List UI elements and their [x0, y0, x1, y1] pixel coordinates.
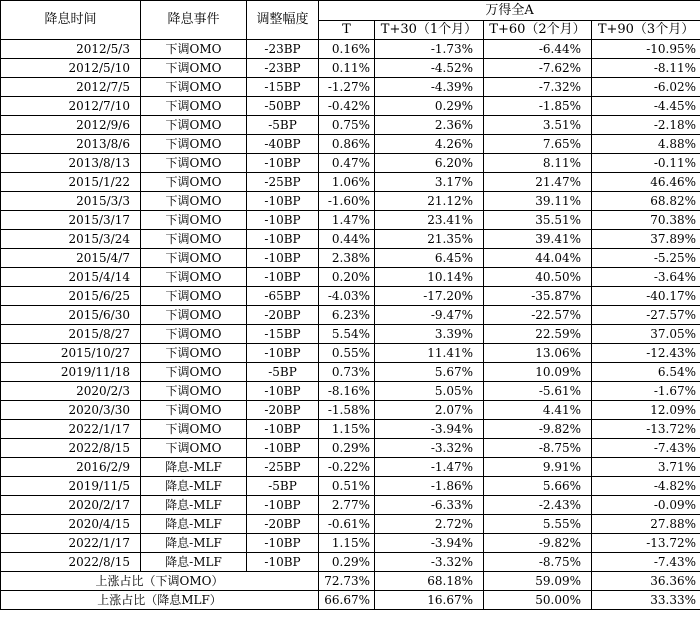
t90-cell: -13.72%	[592, 534, 700, 553]
t-cell: -0.61%	[319, 515, 375, 534]
event-cell: 降息-MLF	[141, 534, 247, 553]
date-cell: 2012/7/5	[1, 78, 141, 97]
magnitude-cell: -10BP	[247, 154, 319, 173]
date-cell: 2012/7/10	[1, 97, 141, 116]
date-cell: 2020/4/15	[1, 515, 141, 534]
t90-cell: 70.38%	[592, 211, 700, 230]
magnitude-cell: -15BP	[247, 325, 319, 344]
header-t60: T+60（2个月）	[484, 21, 592, 40]
event-cell: 下调OMO	[141, 59, 247, 78]
t60-cell: 39.11%	[484, 192, 592, 211]
event-cell: 下调OMO	[141, 211, 247, 230]
t90-cell: 37.89%	[592, 230, 700, 249]
magnitude-cell: -20BP	[247, 515, 319, 534]
summary-label: 上涨占比（下调OMO）	[1, 572, 319, 591]
table-row	[1, 401, 700, 420]
summary-value: 59.09%	[484, 572, 592, 591]
t-cell: 0.29%	[319, 553, 375, 572]
t60-cell: 3.51%	[484, 116, 592, 135]
t-cell: 0.75%	[319, 116, 375, 135]
t90-cell: 37.05%	[592, 325, 700, 344]
table-row	[1, 40, 700, 59]
t90-cell: -40.17%	[592, 287, 700, 306]
magnitude-cell: -25BP	[247, 173, 319, 192]
t-cell: 2.38%	[319, 249, 375, 268]
t30-cell: 21.12%	[375, 192, 484, 211]
date-cell: 2015/3/24	[1, 230, 141, 249]
date-cell: 2020/2/17	[1, 496, 141, 515]
t-cell: 1.15%	[319, 534, 375, 553]
table-row	[1, 97, 700, 116]
t30-cell: -4.52%	[375, 59, 484, 78]
t-cell: 0.20%	[319, 268, 375, 287]
t90-cell: -13.72%	[592, 420, 700, 439]
table-row	[1, 135, 700, 154]
event-cell: 下调OMO	[141, 306, 247, 325]
event-cell: 降息-MLF	[141, 496, 247, 515]
t90-cell: -0.11%	[592, 154, 700, 173]
header-row-1	[1, 1, 700, 21]
header-magnitude: 调整幅度	[247, 1, 319, 40]
t90-cell: -10.95%	[592, 40, 700, 59]
t60-cell: -9.82%	[484, 420, 592, 439]
table-row	[1, 496, 700, 515]
event-cell: 下调OMO	[141, 154, 247, 173]
date-cell: 2022/8/15	[1, 553, 141, 572]
t-cell: 0.44%	[319, 230, 375, 249]
t90-cell: -12.43%	[592, 344, 700, 363]
t90-cell: -4.82%	[592, 477, 700, 496]
t60-cell: -1.85%	[484, 97, 592, 116]
event-cell: 下调OMO	[141, 382, 247, 401]
t90-cell: 46.46%	[592, 173, 700, 192]
magnitude-cell: -10BP	[247, 268, 319, 287]
summary-value: 72.73%	[319, 572, 375, 591]
event-cell: 下调OMO	[141, 401, 247, 420]
t60-cell: 13.06%	[484, 344, 592, 363]
date-cell: 2015/1/22	[1, 173, 141, 192]
magnitude-cell: -15BP	[247, 78, 319, 97]
event-cell: 下调OMO	[141, 268, 247, 287]
table-row	[1, 344, 700, 363]
magnitude-cell: -10BP	[247, 420, 319, 439]
t30-cell: 2.07%	[375, 401, 484, 420]
magnitude-cell: -23BP	[247, 59, 319, 78]
event-cell: 下调OMO	[141, 230, 247, 249]
event-cell: 降息-MLF	[141, 553, 247, 572]
t60-cell: 35.51%	[484, 211, 592, 230]
t-cell: -4.03%	[319, 287, 375, 306]
date-cell: 2015/3/17	[1, 211, 141, 230]
summary-value: 66.67%	[319, 591, 375, 610]
t90-cell: -3.64%	[592, 268, 700, 287]
event-cell: 下调OMO	[141, 249, 247, 268]
t60-cell: -8.75%	[484, 553, 592, 572]
t60-cell: -7.62%	[484, 59, 592, 78]
header-t: T	[319, 21, 375, 40]
magnitude-cell: -10BP	[247, 344, 319, 363]
t30-cell: -1.47%	[375, 458, 484, 477]
t60-cell: -5.61%	[484, 382, 592, 401]
magnitude-cell: -5BP	[247, 363, 319, 382]
table-row	[1, 477, 700, 496]
t30-cell: -1.73%	[375, 40, 484, 59]
t30-cell: 21.35%	[375, 230, 484, 249]
date-cell: 2016/2/9	[1, 458, 141, 477]
t30-cell: 23.41%	[375, 211, 484, 230]
magnitude-cell: -50BP	[247, 97, 319, 116]
t-cell: 0.47%	[319, 154, 375, 173]
t90-cell: -8.11%	[592, 59, 700, 78]
header-event: 降息事件	[141, 1, 247, 40]
date-cell: 2022/1/17	[1, 420, 141, 439]
t30-cell: -3.32%	[375, 553, 484, 572]
t90-cell: 68.82%	[592, 192, 700, 211]
date-cell: 2015/4/7	[1, 249, 141, 268]
table-row	[1, 268, 700, 287]
t60-cell: 7.65%	[484, 135, 592, 154]
event-cell: 下调OMO	[141, 40, 247, 59]
t90-cell: -4.45%	[592, 97, 700, 116]
t-cell: 1.15%	[319, 420, 375, 439]
table-row	[1, 534, 700, 553]
t90-cell: 6.54%	[592, 363, 700, 382]
table-row	[1, 553, 700, 572]
magnitude-cell: -5BP	[247, 116, 319, 135]
t30-cell: 5.05%	[375, 382, 484, 401]
table-row	[1, 287, 700, 306]
t30-cell: 0.29%	[375, 97, 484, 116]
event-cell: 下调OMO	[141, 439, 247, 458]
t60-cell: 10.09%	[484, 363, 592, 382]
event-cell: 下调OMO	[141, 173, 247, 192]
t60-cell: 21.47%	[484, 173, 592, 192]
t60-cell: 22.59%	[484, 325, 592, 344]
event-cell: 降息-MLF	[141, 477, 247, 496]
table-row	[1, 173, 700, 192]
magnitude-cell: -10BP	[247, 534, 319, 553]
t-cell: 0.73%	[319, 363, 375, 382]
t90-cell: 4.88%	[592, 135, 700, 154]
t30-cell: 5.67%	[375, 363, 484, 382]
t30-cell: -9.47%	[375, 306, 484, 325]
t30-cell: -17.20%	[375, 287, 484, 306]
t60-cell: 44.04%	[484, 249, 592, 268]
event-cell: 降息-MLF	[141, 515, 247, 534]
t60-cell: -35.87%	[484, 287, 592, 306]
t30-cell: -3.94%	[375, 420, 484, 439]
table-row	[1, 116, 700, 135]
t60-cell: 39.41%	[484, 230, 592, 249]
magnitude-cell: -20BP	[247, 401, 319, 420]
table-row	[1, 515, 700, 534]
table-row	[1, 306, 700, 325]
t-cell: -1.27%	[319, 78, 375, 97]
date-cell: 2020/3/30	[1, 401, 141, 420]
summary-value: 50.00%	[484, 591, 592, 610]
t30-cell: 3.39%	[375, 325, 484, 344]
date-cell: 2019/11/5	[1, 477, 141, 496]
date-cell: 2015/3/3	[1, 192, 141, 211]
date-cell: 2015/6/25	[1, 287, 141, 306]
event-cell: 下调OMO	[141, 420, 247, 439]
date-cell: 2020/2/3	[1, 382, 141, 401]
t30-cell: -3.32%	[375, 439, 484, 458]
date-cell: 2015/8/27	[1, 325, 141, 344]
magnitude-cell: -10BP	[247, 496, 319, 515]
event-cell: 下调OMO	[141, 192, 247, 211]
t-cell: 1.47%	[319, 211, 375, 230]
summary-value: 68.18%	[375, 572, 484, 591]
event-cell: 下调OMO	[141, 325, 247, 344]
magnitude-cell: -10BP	[247, 382, 319, 401]
date-cell: 2015/4/14	[1, 268, 141, 287]
table-row	[1, 78, 700, 97]
table-row	[1, 230, 700, 249]
t60-cell: -22.57%	[484, 306, 592, 325]
summary-row	[1, 572, 700, 591]
magnitude-cell: -5BP	[247, 477, 319, 496]
t30-cell: 10.14%	[375, 268, 484, 287]
t-cell: 5.54%	[319, 325, 375, 344]
t-cell: 1.06%	[319, 173, 375, 192]
t30-cell: -4.39%	[375, 78, 484, 97]
table-row	[1, 325, 700, 344]
t90-cell: -1.67%	[592, 382, 700, 401]
magnitude-cell: -23BP	[247, 40, 319, 59]
event-cell: 下调OMO	[141, 78, 247, 97]
t60-cell: 4.41%	[484, 401, 592, 420]
table-row	[1, 59, 700, 78]
date-cell: 2013/8/13	[1, 154, 141, 173]
t90-cell: 27.88%	[592, 515, 700, 534]
magnitude-cell: -20BP	[247, 306, 319, 325]
magnitude-cell: -10BP	[247, 230, 319, 249]
t60-cell: -8.75%	[484, 439, 592, 458]
t-cell: -0.42%	[319, 97, 375, 116]
header-group: 万得全A	[319, 1, 700, 21]
magnitude-cell: -10BP	[247, 249, 319, 268]
table-row	[1, 439, 700, 458]
t90-cell: -6.02%	[592, 78, 700, 97]
t-cell: -0.22%	[319, 458, 375, 477]
t30-cell: 3.17%	[375, 173, 484, 192]
t90-cell: -7.43%	[592, 553, 700, 572]
magnitude-cell: -10BP	[247, 553, 319, 572]
t90-cell: -0.09%	[592, 496, 700, 515]
t60-cell: -7.32%	[484, 78, 592, 97]
t60-cell: 8.11%	[484, 154, 592, 173]
magnitude-cell: -10BP	[247, 192, 319, 211]
date-cell: 2015/6/30	[1, 306, 141, 325]
table-row	[1, 211, 700, 230]
date-cell: 2012/5/3	[1, 40, 141, 59]
table-row	[1, 154, 700, 173]
t30-cell: 2.72%	[375, 515, 484, 534]
t90-cell: -2.18%	[592, 116, 700, 135]
summary-row	[1, 591, 700, 610]
t30-cell: 4.26%	[375, 135, 484, 154]
date-cell: 2022/8/15	[1, 439, 141, 458]
event-cell: 下调OMO	[141, 363, 247, 382]
t-cell: 6.23%	[319, 306, 375, 325]
summary-value: 16.67%	[375, 591, 484, 610]
magnitude-cell: -40BP	[247, 135, 319, 154]
date-cell: 2012/5/10	[1, 59, 141, 78]
table-row	[1, 382, 700, 401]
t60-cell: 5.55%	[484, 515, 592, 534]
t60-cell: -9.82%	[484, 534, 592, 553]
t90-cell: -7.43%	[592, 439, 700, 458]
t30-cell: 6.20%	[375, 154, 484, 173]
magnitude-cell: -25BP	[247, 458, 319, 477]
t60-cell: 5.66%	[484, 477, 592, 496]
t-cell: 0.11%	[319, 59, 375, 78]
t-cell: 0.51%	[319, 477, 375, 496]
t-cell: 2.77%	[319, 496, 375, 515]
t-cell: 0.86%	[319, 135, 375, 154]
t30-cell: -3.94%	[375, 534, 484, 553]
table-row	[1, 363, 700, 382]
t-cell: 0.29%	[319, 439, 375, 458]
date-cell: 2013/8/6	[1, 135, 141, 154]
t-cell: 0.55%	[319, 344, 375, 363]
t30-cell: 6.45%	[375, 249, 484, 268]
magnitude-cell: -10BP	[247, 211, 319, 230]
magnitude-cell: -10BP	[247, 439, 319, 458]
event-cell: 下调OMO	[141, 97, 247, 116]
t90-cell: 3.71%	[592, 458, 700, 477]
header-t90: T+90（3个月）	[592, 21, 700, 40]
event-cell: 降息-MLF	[141, 458, 247, 477]
t30-cell: 2.36%	[375, 116, 484, 135]
t-cell: 0.16%	[319, 40, 375, 59]
date-cell: 2019/11/18	[1, 363, 141, 382]
event-cell: 下调OMO	[141, 116, 247, 135]
t60-cell: -6.44%	[484, 40, 592, 59]
table-row	[1, 458, 700, 477]
summary-value: 33.33%	[592, 591, 700, 610]
t-cell: -1.58%	[319, 401, 375, 420]
t30-cell: -6.33%	[375, 496, 484, 515]
header-date: 降息时间	[1, 1, 141, 40]
summary-value: 36.36%	[592, 572, 700, 591]
date-cell: 2012/9/6	[1, 116, 141, 135]
t90-cell: -27.57%	[592, 306, 700, 325]
t90-cell: -5.25%	[592, 249, 700, 268]
event-cell: 下调OMO	[141, 287, 247, 306]
t90-cell: 12.09%	[592, 401, 700, 420]
t30-cell: -1.86%	[375, 477, 484, 496]
table-row	[1, 420, 700, 439]
t60-cell: 40.50%	[484, 268, 592, 287]
t60-cell: 9.91%	[484, 458, 592, 477]
t30-cell: 11.41%	[375, 344, 484, 363]
event-cell: 下调OMO	[141, 344, 247, 363]
date-cell: 2015/10/27	[1, 344, 141, 363]
t-cell: -1.60%	[319, 192, 375, 211]
t60-cell: -2.43%	[484, 496, 592, 515]
event-cell: 下调OMO	[141, 135, 247, 154]
magnitude-cell: -65BP	[247, 287, 319, 306]
date-cell: 2022/1/17	[1, 534, 141, 553]
header-t30: T+30（1个月）	[375, 21, 484, 40]
summary-label: 上涨占比（降息MLF）	[1, 591, 319, 610]
table-row	[1, 249, 700, 268]
t-cell: -8.16%	[319, 382, 375, 401]
table-row	[1, 192, 700, 211]
